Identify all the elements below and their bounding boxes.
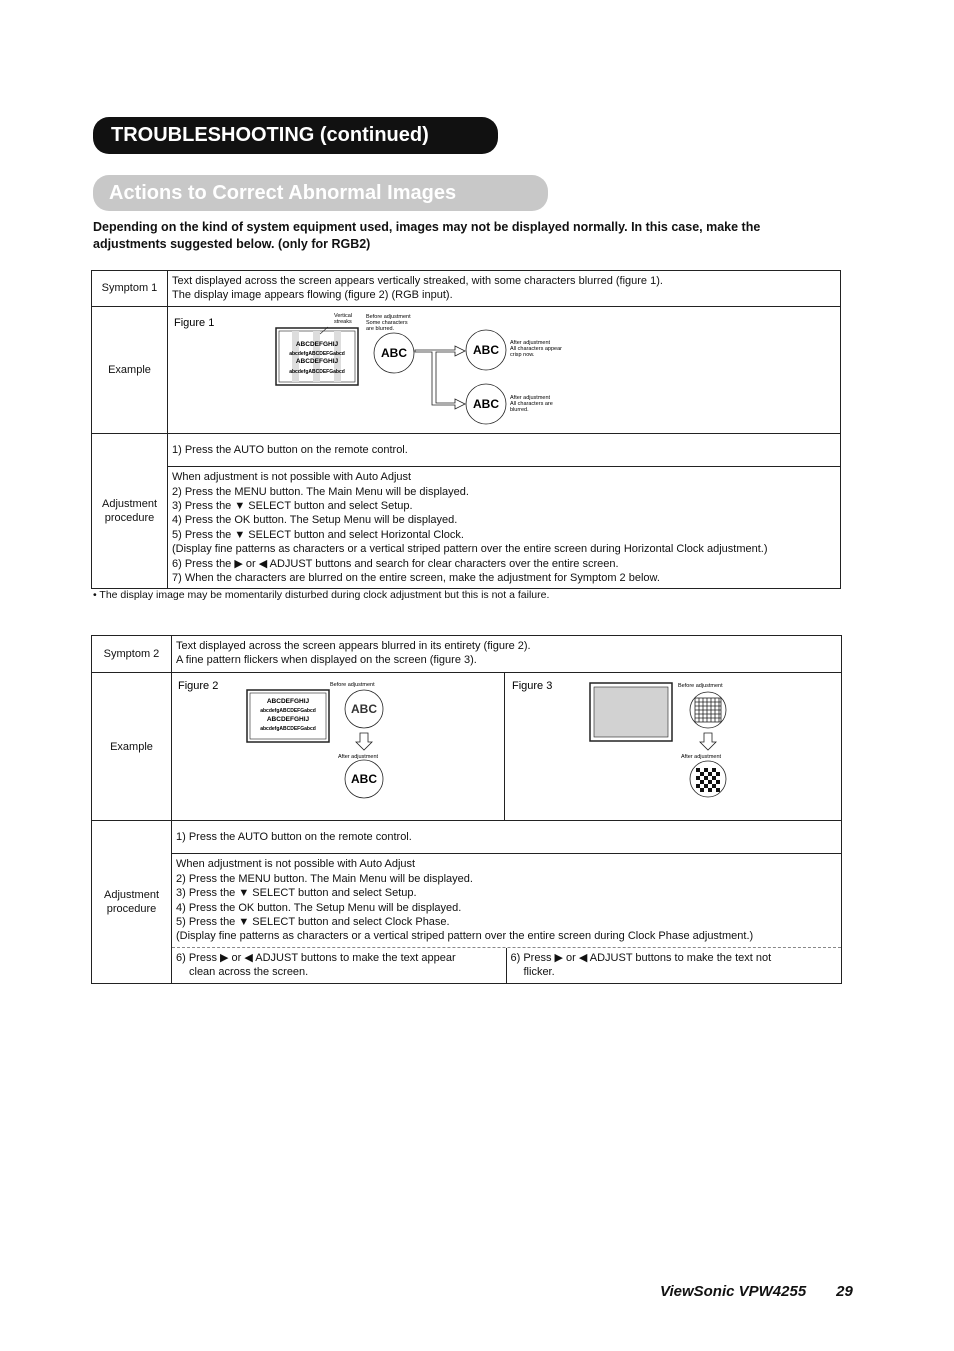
step-line: clean across the screen.	[189, 966, 309, 979]
note-text: • The display image may be momentarily disturbed during clock adjustment but this is not a failure.	[93, 589, 550, 601]
screen-text: ABCDEFGHIJ	[295, 357, 339, 365]
procedure-label-line: Adjustment	[101, 497, 158, 510]
after-label: crisp now.	[510, 351, 535, 358]
step-line: flicker.	[523, 966, 555, 979]
figure3-label: Figure 3	[512, 680, 553, 692]
step6-left	[172, 948, 507, 983]
screen-text: abcdefgABCDEFGabcd	[289, 350, 345, 357]
symptom2-label: Symptom 2	[92, 636, 172, 673]
example-label: Example	[92, 306, 168, 433]
symptom2-table	[91, 635, 842, 984]
abc-text: ABC	[351, 702, 377, 716]
after-label: All characters appear	[510, 345, 562, 352]
figure1-diagram	[168, 307, 835, 429]
before-label: Before adjustment	[330, 682, 375, 688]
symptom1-label: Symptom 1	[92, 271, 168, 307]
step-line: 6) Press ▶ or ◀ ADJUST buttons to make the text not	[510, 951, 772, 964]
abc-text: ABC	[381, 345, 407, 360]
figure1-cell	[168, 306, 841, 433]
step-line: 7) When the characters are blurred on the entire screen, make the adjustment for Symptom 2 below.	[172, 572, 660, 585]
procedure-label-line: Adjustment	[103, 888, 160, 901]
grid-pattern	[695, 698, 721, 722]
page-number: 29	[836, 1283, 853, 1300]
after-label: After adjustment	[510, 339, 551, 346]
streaks-label: streaks	[334, 318, 352, 325]
example-label: Example	[92, 673, 172, 821]
screen-text: abcdefgABCDEFGabcd	[289, 368, 345, 375]
procedure-label-line: procedure	[106, 903, 157, 916]
step-line: 2) Press the MENU button. The Main Menu will be displayed.	[172, 485, 469, 498]
procedure-steps	[168, 467, 841, 589]
screen-text: ABCDEFGHIJ	[266, 716, 310, 723]
before-label: Before adjustment	[678, 683, 723, 689]
screen-text: abcdefgABCDEFGabcd	[260, 708, 316, 714]
figure2-cell	[172, 673, 505, 821]
symptom2-line: A fine pattern flickers when displayed on the screen (figure 3).	[176, 654, 477, 667]
procedure-label	[92, 821, 172, 983]
step6-right	[507, 948, 842, 983]
step-line: 4) Press the OK button. The Setup Menu will be displayed.	[176, 901, 462, 914]
step-line: 2) Press the MENU button. The Main Menu will be displayed.	[176, 872, 473, 885]
monitor-screen	[594, 687, 668, 737]
before-label: Before adjustment	[366, 313, 411, 320]
symptom1-line: Text displayed across the screen appears vertically streaked, with some characters blurred (figure 1).	[172, 275, 663, 287]
figure3-diagram	[505, 673, 841, 816]
step-line: 3) Press the ▼ SELECT button and select Setup.	[176, 887, 417, 900]
step-line: When adjustment is not possible with Auto Adjust	[172, 471, 412, 484]
screen-text: ABCDEFGHIJ	[266, 698, 310, 705]
section-title: Actions to Correct Abnormal Images	[93, 175, 548, 211]
streaks-label: Vertical	[334, 312, 353, 319]
step-line: 4) Press the OK button. The Setup Menu will be displayed.	[172, 514, 458, 527]
step-line: (Display fine patterns as characters or a vertical striped pattern over the entire screen during Horizontal Clock adjustment.)	[172, 543, 768, 556]
figure3-cell	[505, 673, 842, 821]
procedure-label	[92, 434, 168, 589]
step6-row	[172, 947, 841, 983]
figure2-diagram	[172, 673, 504, 816]
symptom2-description	[172, 636, 842, 673]
step-line: 3) Press the ▼ SELECT button and select Setup.	[172, 500, 413, 513]
symptom1-table	[91, 270, 841, 589]
screen-text: ABCDEFGHIJ	[295, 340, 339, 348]
procedure-step: 1) Press the AUTO button on the remote control.	[168, 434, 841, 467]
footer	[660, 1283, 853, 1300]
step-line: (Display fine patterns as characters or a vertical striped pattern over the entire screen during Clock Phase adjustment.)	[176, 930, 754, 943]
abc-text: ABC	[351, 772, 377, 786]
after-label: After adjustment	[338, 754, 379, 760]
symptom1-line: The display image appears flowing (figure 2) (RGB input).	[172, 289, 453, 302]
down-arrow	[356, 733, 372, 750]
symptom2-line: Text displayed across the screen appears blurred in its entirety (figure 2).	[176, 640, 531, 652]
figure2-label: Figure 2	[178, 680, 219, 692]
down-arrow	[700, 733, 716, 750]
figure1-label: Figure 1	[174, 316, 215, 329]
step-line: 5) Press the ▼ SELECT button and select Clock Phase.	[176, 916, 450, 929]
after-label: After adjustment	[510, 394, 551, 401]
intro-text: Depending on the kind of system equipment used, images may not be displayed normally. In this case, make the adjustments suggested below. (only for RGB2)	[93, 220, 761, 251]
before-label: are blurred.	[366, 325, 395, 332]
after-label: After adjustment	[681, 754, 722, 760]
after-label: blurred.	[510, 406, 529, 413]
procedure-steps	[172, 854, 842, 983]
before-label: Some characters	[366, 319, 408, 326]
abc-text: ABC	[473, 342, 499, 357]
screen-text: abcdefgABCDEFGabcd	[260, 726, 316, 732]
step-line: 5) Press the ▼ SELECT button and select Horizontal Clock.	[172, 528, 464, 541]
step-line: 6) Press the ▶ or ◀ ADJUST buttons and search for clear characters over the entire screen.	[172, 557, 619, 570]
step-line: 6) Press ▶ or ◀ ADJUST buttons to make the text appear	[176, 951, 456, 964]
symptom1-description	[168, 271, 841, 307]
step-line: When adjustment is not possible with Auto Adjust	[176, 858, 416, 871]
arrow-shape	[415, 346, 465, 409]
procedure-label-line: procedure	[104, 512, 155, 525]
footer-brand: ViewSonic VPW4255	[660, 1283, 807, 1300]
after-label: All characters are	[510, 400, 553, 407]
procedure-step: 1) Press the AUTO button on the remote control.	[172, 821, 842, 854]
page-title: TROUBLESHOOTING (continued)	[93, 117, 498, 154]
abc-text: ABC	[473, 396, 499, 411]
